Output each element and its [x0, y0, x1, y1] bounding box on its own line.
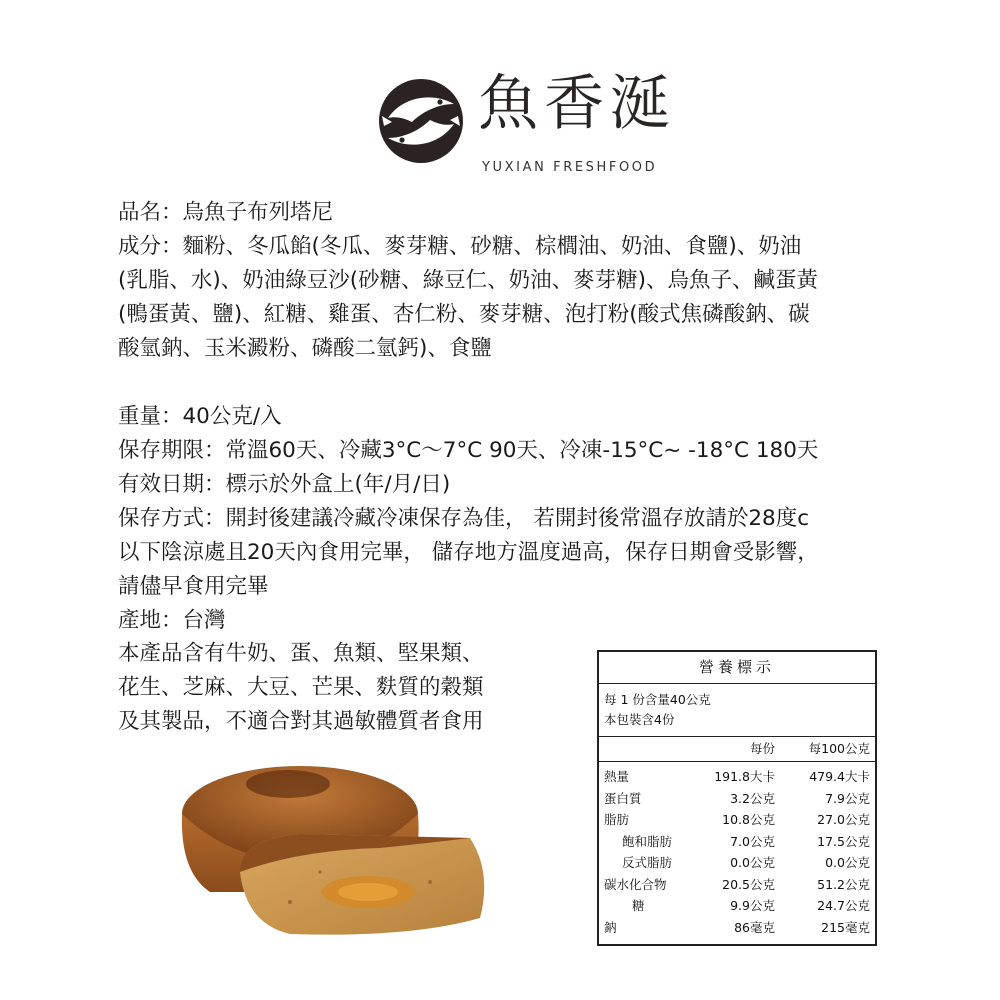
per-100g-value: 479.4大卡 — [809, 769, 870, 784]
spacer — [118, 366, 888, 400]
per-100g-value: 17.5公克 — [817, 833, 870, 849]
allergy-statement — [118, 637, 548, 739]
table-row — [604, 895, 870, 917]
servings-per-package: 本包裝含4份 — [604, 712, 675, 727]
table-row — [604, 766, 870, 788]
nutrition-facts-table — [597, 650, 877, 946]
nutrient-name: 碳水化合物 — [604, 876, 667, 892]
per-100g-value: 51.2公克 — [817, 876, 870, 892]
per-100g-value: 215毫克 — [821, 919, 870, 935]
nutrition-title: 營養標示 — [599, 652, 875, 684]
product-photo — [170, 752, 500, 942]
per-serving-value: 9.9公克 — [730, 898, 775, 913]
per-serving-value: 10.8公克 — [722, 812, 775, 827]
storage-line-3: 請儘早食用完畢 — [118, 574, 269, 599]
per-100g-value: 24.7公克 — [817, 898, 870, 913]
storage-line-2: 以下陰涼處且20天內食用完畢， 儲存地方溫度過高，保存日期會受影響， — [118, 540, 819, 565]
col-per-100g: 每100公克 — [808, 741, 870, 756]
nutrient-name: 飽和脂肪 — [622, 833, 673, 849]
col-per-serving: 每份 — [749, 741, 775, 756]
nutrient-name: 熱量 — [604, 769, 630, 784]
ingredients-line-3: (鴨蛋黃、鹽)、紅糖、雞蛋、杏仁粉、麥芽糖、泡打粉(酸式焦磷酸鈉、碳 — [118, 302, 810, 327]
per-serving-value: 20.5公克 — [722, 876, 775, 892]
nutrient-name: 鈉 — [604, 919, 617, 935]
serving-size: 每 1 份含量40公克 — [604, 692, 711, 707]
brand-logo — [378, 69, 676, 182]
per-serving-value: 7.0公克 — [730, 833, 775, 849]
per-serving-value: 191.8大卡 — [714, 769, 775, 784]
nutrient-name: 脂肪 — [604, 812, 630, 827]
brand-subtitle: YUXIAN FRESHFOOD — [482, 160, 658, 175]
nutrition-meta — [599, 684, 875, 737]
brand-name: 魚香涎 — [478, 69, 676, 139]
table-row — [604, 852, 870, 874]
product-info — [118, 196, 888, 638]
allergy-line-1: 本產品含有牛奶、蛋、魚類、堅果類、 — [118, 641, 484, 666]
table-row — [604, 809, 870, 831]
table-row — [604, 917, 870, 939]
ingredients-line-2: (乳脂、水)、奶油綠豆沙(砂糖、綠豆仁、奶油、麥芽糖)、烏魚子、鹹蛋黃 — [118, 268, 819, 293]
twin-fish-circle-icon — [378, 78, 464, 164]
product-name: 品名：烏魚子布列塔尼 — [118, 200, 334, 225]
allergy-line-2: 花生、芝麻、大豆、芒果、麩質的穀類 — [118, 675, 484, 700]
storage-line-1: 保存方式：開封後建議冷藏冷凍保存為佳， 若開封後常溫存放請於28度c — [118, 506, 810, 531]
ingredients-line-4: 酸氫鈉、玉米澱粉、磷酸二氫鈣)、食鹽 — [118, 336, 492, 361]
table-row — [604, 874, 870, 896]
table-row — [604, 788, 870, 810]
header-blank — [604, 740, 685, 758]
table-row — [604, 831, 870, 853]
per-serving-value: 0.0公克 — [730, 855, 775, 870]
per-100g-value: 7.9公克 — [825, 790, 870, 806]
nutrient-name: 糖 — [632, 898, 645, 913]
expiry-date: 有效日期：標示於外盒上(年/月/日) — [118, 472, 451, 497]
weight: 重量：40公克/入 — [118, 404, 282, 429]
nutrition-header-row — [599, 737, 875, 762]
nutrient-name: 蛋白質 — [604, 790, 642, 806]
origin: 產地：台灣 — [118, 608, 226, 633]
nutrition-rows — [599, 762, 875, 944]
per-serving-value: 3.2公克 — [730, 790, 775, 806]
per-100g-value: 0.0公克 — [825, 855, 870, 870]
nutrient-name: 反式脂肪 — [622, 855, 673, 870]
ingredients-line-1: 成分：麵粉、冬瓜餡(冬瓜、麥芽糖、砂糖、棕櫚油、奶油、食鹽)、奶油 — [118, 234, 802, 259]
shelf-life: 保存期限：常溫60天、冷藏3°C～7°C 90天、冷凍-15°C~ -18°C 180天 — [118, 438, 819, 463]
per-100g-value: 27.0公克 — [817, 812, 870, 827]
per-serving-value: 86毫克 — [734, 919, 775, 935]
allergy-line-3: 及其製品，不適合對其過敏體質者食用 — [118, 709, 484, 734]
